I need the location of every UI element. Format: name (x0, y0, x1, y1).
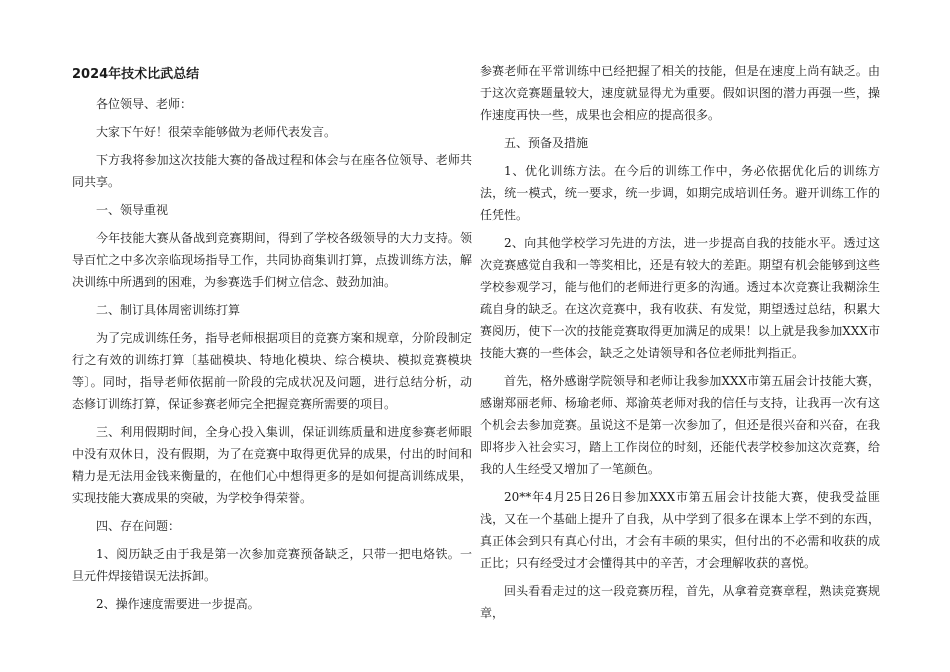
paragraph: 各位领导、老师： (96, 97, 193, 111)
paragraph: 2、操作速度需要进一步提高。 (96, 597, 260, 611)
right-column (480, 60, 880, 630)
document-title: 2024年技术比武总结 (72, 67, 200, 82)
section-heading: 一、领导重视 (96, 203, 169, 217)
paragraph: 1、优化训练方法。在今后的训练工作中，务必依据优化后的训练方法，统一模式，统一要求，统一步调，如期完成培训任务。避开训练工作的任凭性。 (480, 164, 880, 222)
section-heading: 二、制订具体周密训练打算 (96, 303, 241, 317)
paragraph: 为了完成训练任务，指导老师根据项目的竞赛方案和规章，分阶段制定行之有效的训练打算〔基础模块、特地化模块、综合模块、模拟竞赛模块等〕。同时，指导老师依据前一阶段的完成状况及问题，进行总结分析，动态修订训练打算，保证参赛老师完全把握竞赛所需要的项目。 (72, 331, 472, 411)
paragraph: 2、向其他学校学习先进的方法，进一步提高自我的技能水平。透过这次竞赛感觉自我和一等奖相比，还是有较大的差距。期望有机会能够到这些学校参观学习，能与他们的老师进行更多的沟通。透过本次竞赛让我糊涂生疏自身的缺乏。在这次竞赛中，我有收获、有发觉，期望透过总结，积累大赛阅历，使下一次的技能竞赛取得更加满足的成果！以上就是我参加XXX市技能大赛的一些体会，缺乏之处请领导和各位老师批判指正。 (480, 236, 880, 360)
paragraph: 大家下午好！很荣幸能够做为老师代表发言。 (96, 125, 337, 139)
paragraph: 首先，格外感谢学院领导和老师让我参加XXX市第五届会计技能大赛，感谢郑丽老师、杨瑜老师、郑渝英老师对我的信任与支持，让我再一次有这个机会去参加竞赛。虽说这不是第一次参加了，但还是很兴奋和兴奋，在我即将步入社会实习，踏上工作岗位的时刻，还能代表学校参加这次竞赛，给我的人生经受又增加了一笔颜色。 (480, 374, 880, 476)
paragraph: 下方我将参加这次技能大赛的备战过程和体会与在座各位领导、老师共同共享。 (72, 153, 472, 189)
section-heading: 五、预备及措施 (504, 136, 589, 150)
paragraph: 回头看看走过的这一段竞赛历程，首先，从拿着竞赛章程，熟读竞赛规章， (480, 584, 880, 620)
paragraph-continued: 参赛老师在平常训练中已经把握了相关的技能，但是在速度上尚有缺乏。由于这次竞赛题量较大，速度就显得尤为重要。假如识图的潜力再强一些，操作速度再快一些，成果也会相应的提高很多。 (480, 64, 880, 122)
paragraph: 今年技能大赛从备战到竞赛期间，得到了学校各级领导的大力支持。领导百忙之中多次亲临现场指导工作，共同协商集训打算，点拨训练方法，解决训练中所遇到的困难，为参赛选手们树立信念、鼓劲加油。 (72, 231, 472, 289)
paragraph: 20**年4月25日26日参加XXX市第五届会计技能大赛，使我受益匪浅，又在一个基础上提升了自我，从中学到了很多在课本上学不到的东西，真正体会到只有真心付出，才会有丰硕的果实，但付出的不必需和收获的成正比；只有经受过才会懂得其中的辛苦，才会理解收获的喜悦。 (480, 490, 880, 570)
left-column (72, 60, 472, 621)
paragraph: 三、利用假期时间，全身心投入集训，保证训练质量和进度参赛老师眼中没有双休日，没有假期，为了在竞赛中取得更优异的成果，付出的时间和精力是无法用金钱来衡量的，在他们心中想得更多的是如何提高训练成果，实现技能大赛成果的突破，为学校争得荣誉。 (72, 425, 472, 505)
section-heading: 四、存在问题： (96, 519, 181, 533)
paragraph: 1、阅历缺乏由于我是第一次参加竞赛预备缺乏，只带一把电烙铁。一旦元件焊接错误无法拆卸。 (72, 547, 472, 583)
